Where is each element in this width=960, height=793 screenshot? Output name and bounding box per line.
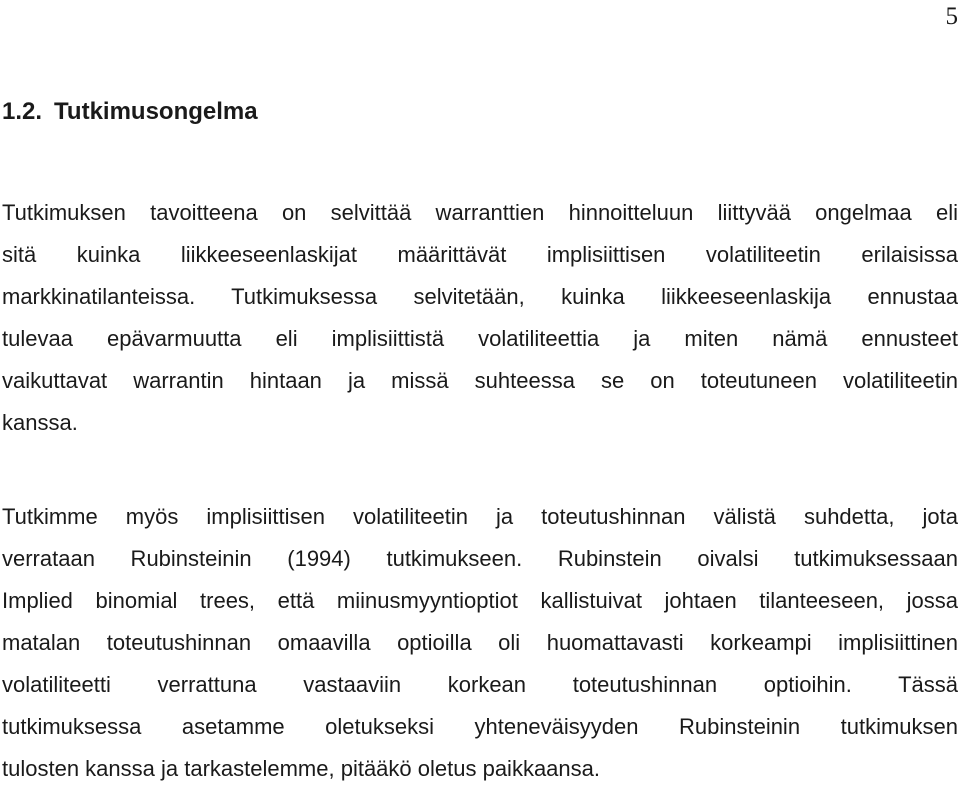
text-line: sitä kuinka liikkeeseenlaskijat määrittävät implisiittisen volatiliteetin erilaisissa (2, 242, 958, 267)
text-line: verrataan Rubinsteinin (1994) tutkimukseen. Rubinstein oivalsi tutkimuksessaan (2, 546, 958, 571)
text-line: Tutkimme myös implisiittisen volatiliteetin ja toteutushinnan välistä suhdetta, jota (2, 504, 958, 529)
text-line: tutkimuksessa asetamme oletukseksi yhteneväisyyden Rubinsteinin tutkimuksen (2, 714, 958, 739)
paragraph-rubinstein-comparison (2, 496, 958, 790)
section-title: Tutkimusongelma (54, 98, 258, 125)
section-number: 1.2. (2, 98, 43, 125)
text-line: markkinatilanteissa. Tutkimuksessa selvitetään, kuinka liikkeeseenlaskija ennustaa (2, 284, 958, 309)
page-number: 5 (945, 3, 958, 30)
text-line: tulevaa epävarmuutta eli implisiittistä volatiliteettia ja miten nämä ennusteet (2, 326, 958, 351)
text-line: tulosten kanssa ja tarkastelemme, pitääkö oletus paikkaansa. (2, 756, 600, 781)
text-line: Implied binomial trees, että miinusmyyntioptiot kallistuivat johtaen tilanteeseen, jossa (2, 588, 958, 613)
text-line: matalan toteutushinnan omaavilla optioilla oli huomattavasti korkeampi implisiittinen (2, 630, 958, 655)
text-line: kanssa. (2, 410, 78, 435)
text-line: volatiliteetti verrattuna vastaaviin korkean toteutushinnan optioihin. Tässä (2, 672, 958, 697)
section-heading (2, 95, 258, 129)
text-line: vaikuttavat warrantin hintaan ja missä suhteessa se on toteutuneen volatiliteetin (2, 368, 958, 393)
paragraph-research-aim (2, 192, 958, 444)
text-line: Tutkimuksen tavoitteena on selvittää warranttien hinnoitteluun liittyvää ongelmaa eli (2, 200, 958, 225)
